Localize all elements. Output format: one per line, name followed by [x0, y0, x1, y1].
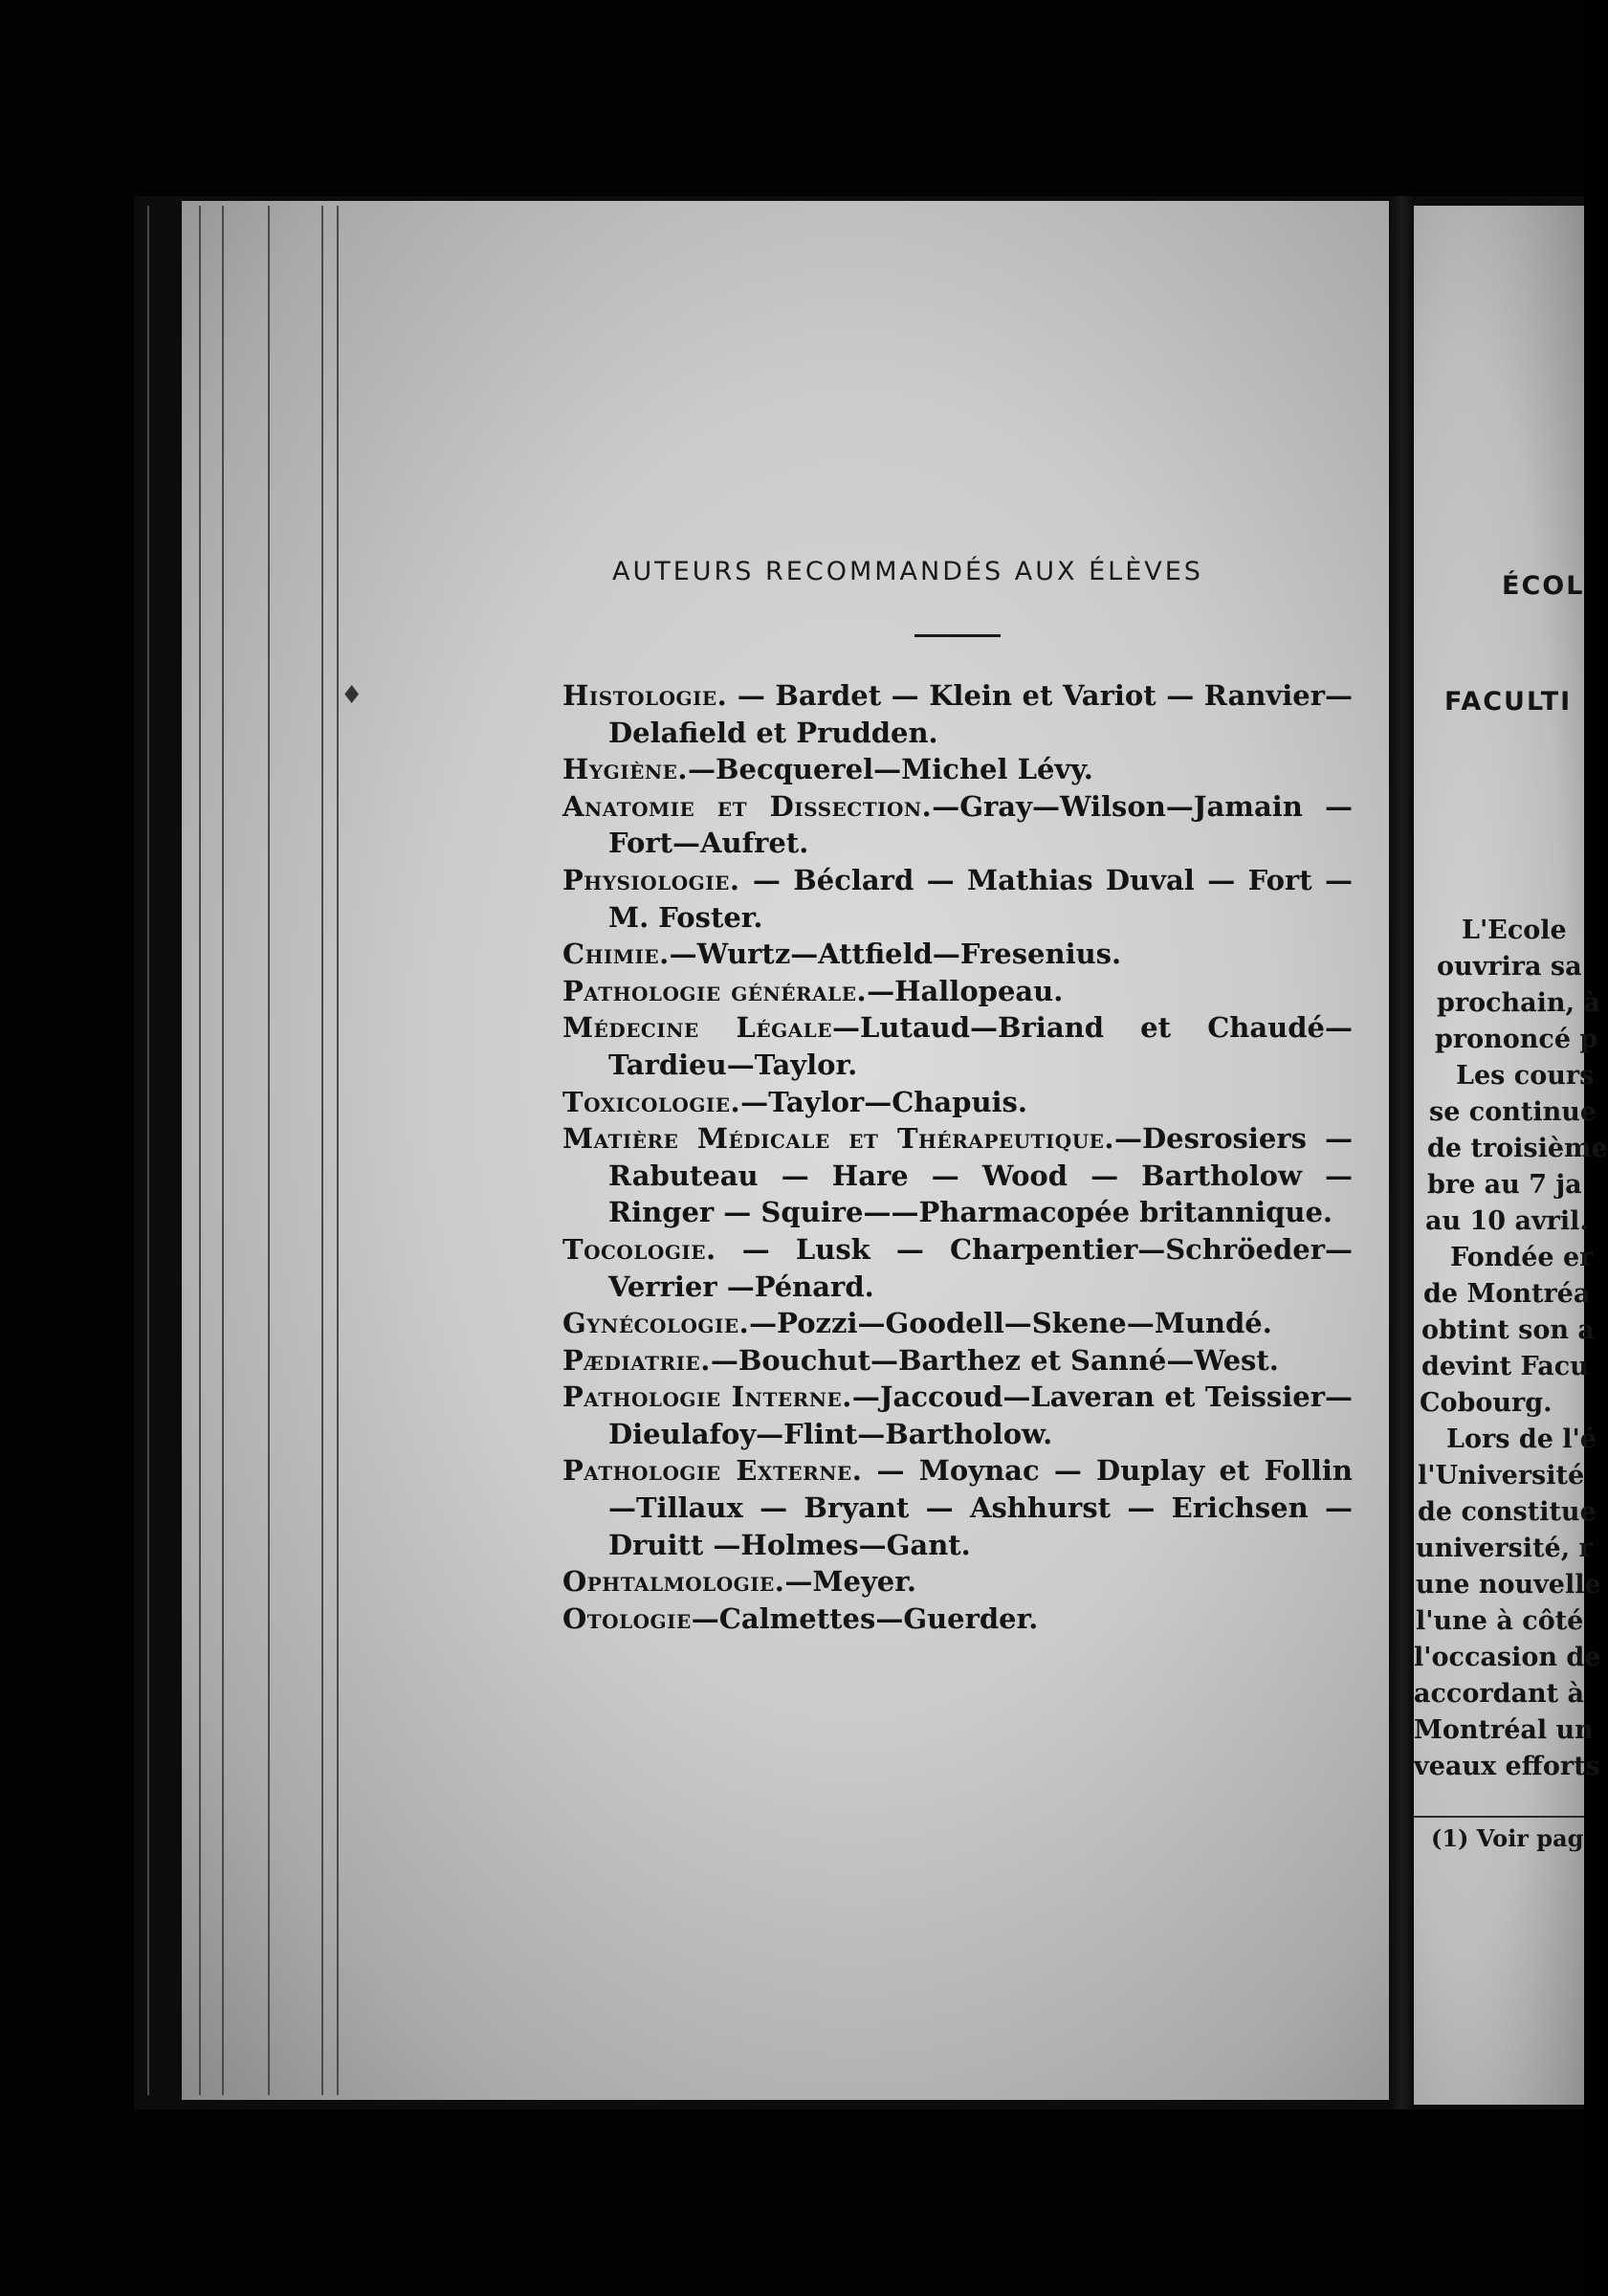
subject-label: Gynécologie. [562, 1307, 750, 1340]
footnote-rule [1414, 1816, 1584, 1818]
subject-label: Tocologie. [562, 1232, 716, 1266]
right-line: ouvrira sa [1437, 952, 1582, 982]
right-line: veaux efforts [1414, 1752, 1600, 1781]
right-line: Lors de l'é [1446, 1424, 1597, 1454]
right-line: université, r [1416, 1534, 1593, 1563]
right-heading-2: FACULTI [1444, 687, 1573, 717]
right-line: Les cours [1456, 1061, 1595, 1091]
entry-ophtalmologie [562, 1563, 1353, 1601]
authors-text: —Desrosiers — Rabuteau — Hare — Wood — Bartholow — Ringer — Squire——Pharmacopée britannique. [608, 1122, 1353, 1229]
entry-gynecologie [562, 1305, 1353, 1342]
authors-text: —Meyer. [784, 1565, 916, 1599]
authors-text: — Moynac — Duplay et Follin —Tillaux — Bryant — Ashhurst — Erichsen — Druitt —Holmes—Gant. [608, 1454, 1354, 1561]
subject-label: Toxicologie. [562, 1085, 741, 1118]
entry-pathologie-interne [562, 1379, 1353, 1452]
authors-text: — Béclard — Mathias Duval — Fort — M. Foster. [608, 863, 1353, 934]
entry-chimie [562, 936, 1353, 973]
authors-list [562, 677, 1353, 1637]
heading-rule [914, 634, 1001, 637]
right-line: prononcé p [1435, 1025, 1598, 1054]
margin-mark: ♦ [341, 681, 363, 710]
right-line: l'occasion de [1414, 1643, 1601, 1672]
entry-hygiene [562, 751, 1353, 788]
entry-tocologie [562, 1231, 1353, 1305]
entry-pathologie-externe [562, 1452, 1353, 1563]
authors-text: —Gray—Wilson—Jamain — Fort—Aufret. [608, 789, 1354, 860]
authors-text: —Jaccoud—Laveran et Teissier— Dieulafoy—Flint—Bartholow. [608, 1380, 1353, 1450]
right-line: une nouvelle [1416, 1570, 1601, 1600]
book-spine [1389, 196, 1414, 2109]
subject-label: Physiologie. [562, 863, 740, 896]
authors-text: —Taylor—Chapuis. [740, 1085, 1027, 1118]
entry-matiere-medicale [562, 1120, 1353, 1231]
subject-label: Histologie. [562, 679, 728, 712]
right-line: l'une à côté [1416, 1606, 1584, 1636]
authors-text: —Hallopeau. [867, 974, 1064, 1007]
subject-label: Pathologie Externe. [562, 1454, 863, 1488]
entry-medecine-legale [562, 1009, 1353, 1083]
subject-label: Hygiène. [562, 753, 688, 786]
right-line: Cobourg. [1420, 1388, 1553, 1418]
right-line: L'Ecole [1462, 916, 1567, 945]
subject-label: Pathologie générale. [562, 974, 868, 1007]
right-line: Montréal un [1414, 1715, 1594, 1745]
page-heading: AUTEURS RECOMMANDÉS AUX ÉLÈVES [612, 557, 1203, 586]
right-line: obtint son a [1421, 1315, 1595, 1345]
authors-text: — Lusk — Charpentier—Schröeder—Verrier —Pénard. [608, 1232, 1353, 1303]
right-line: l'Université [1418, 1461, 1585, 1490]
right-line: Fondée er [1450, 1243, 1594, 1272]
right-line: de constitue [1418, 1497, 1597, 1527]
entry-physiologie [562, 862, 1353, 936]
entry-otologie [562, 1601, 1353, 1638]
right-line: au 10 avril. [1425, 1206, 1589, 1236]
entry-paediatrie [562, 1342, 1353, 1380]
entry-pathologie-generale [562, 973, 1353, 1010]
right-line: bre au 7 ja [1427, 1170, 1582, 1200]
subject-label: Pathologie Interne. [562, 1380, 852, 1414]
right-page-text [1414, 206, 1608, 2105]
subject-label: Otologie [562, 1601, 692, 1635]
authors-text: —Becquerel—Michel Lévy. [687, 753, 1093, 786]
right-line: prochain, à [1437, 988, 1600, 1018]
subject-label: Anatomie et Dissection. [562, 789, 933, 823]
right-line: se continue [1429, 1097, 1597, 1127]
subject-label: Pædiatrie. [562, 1343, 711, 1377]
subject-label: Matière Médicale et Thérapeutique. [562, 1122, 1114, 1156]
right-line: de Montréa [1423, 1279, 1591, 1309]
authors-text: —Pozzi—Goodell—Skene—Mundé. [749, 1307, 1272, 1340]
right-line: de troisième [1427, 1134, 1608, 1163]
subject-label: Médecine Légale [562, 1011, 832, 1045]
authors-text: — Bardet — Klein et Variot — Ranvier— Delafield et Prudden. [608, 679, 1353, 749]
subject-label: Chimie. [562, 938, 670, 971]
right-heading-1: ÉCOL [1502, 571, 1585, 601]
entry-histologie [562, 677, 1353, 751]
page-edges [134, 206, 340, 2095]
entry-toxicologie [562, 1084, 1353, 1121]
footnote: (1) Voir pag [1431, 1824, 1584, 1852]
authors-text: —Calmettes—Guerder. [691, 1601, 1039, 1635]
right-line: accordant à [1414, 1679, 1584, 1709]
right-line: devint Facu [1421, 1352, 1589, 1381]
authors-text: —Lutaud—Briand et Chaudé—Tardieu—Taylor. [608, 1011, 1353, 1081]
entry-anatomie [562, 788, 1353, 862]
authors-text: —Wurtz—Attfield—Fresenius. [669, 938, 1122, 971]
subject-label: Ophtalmologie. [562, 1565, 785, 1599]
authors-text: —Bouchut—Barthez et Sanné—West. [710, 1343, 1279, 1377]
